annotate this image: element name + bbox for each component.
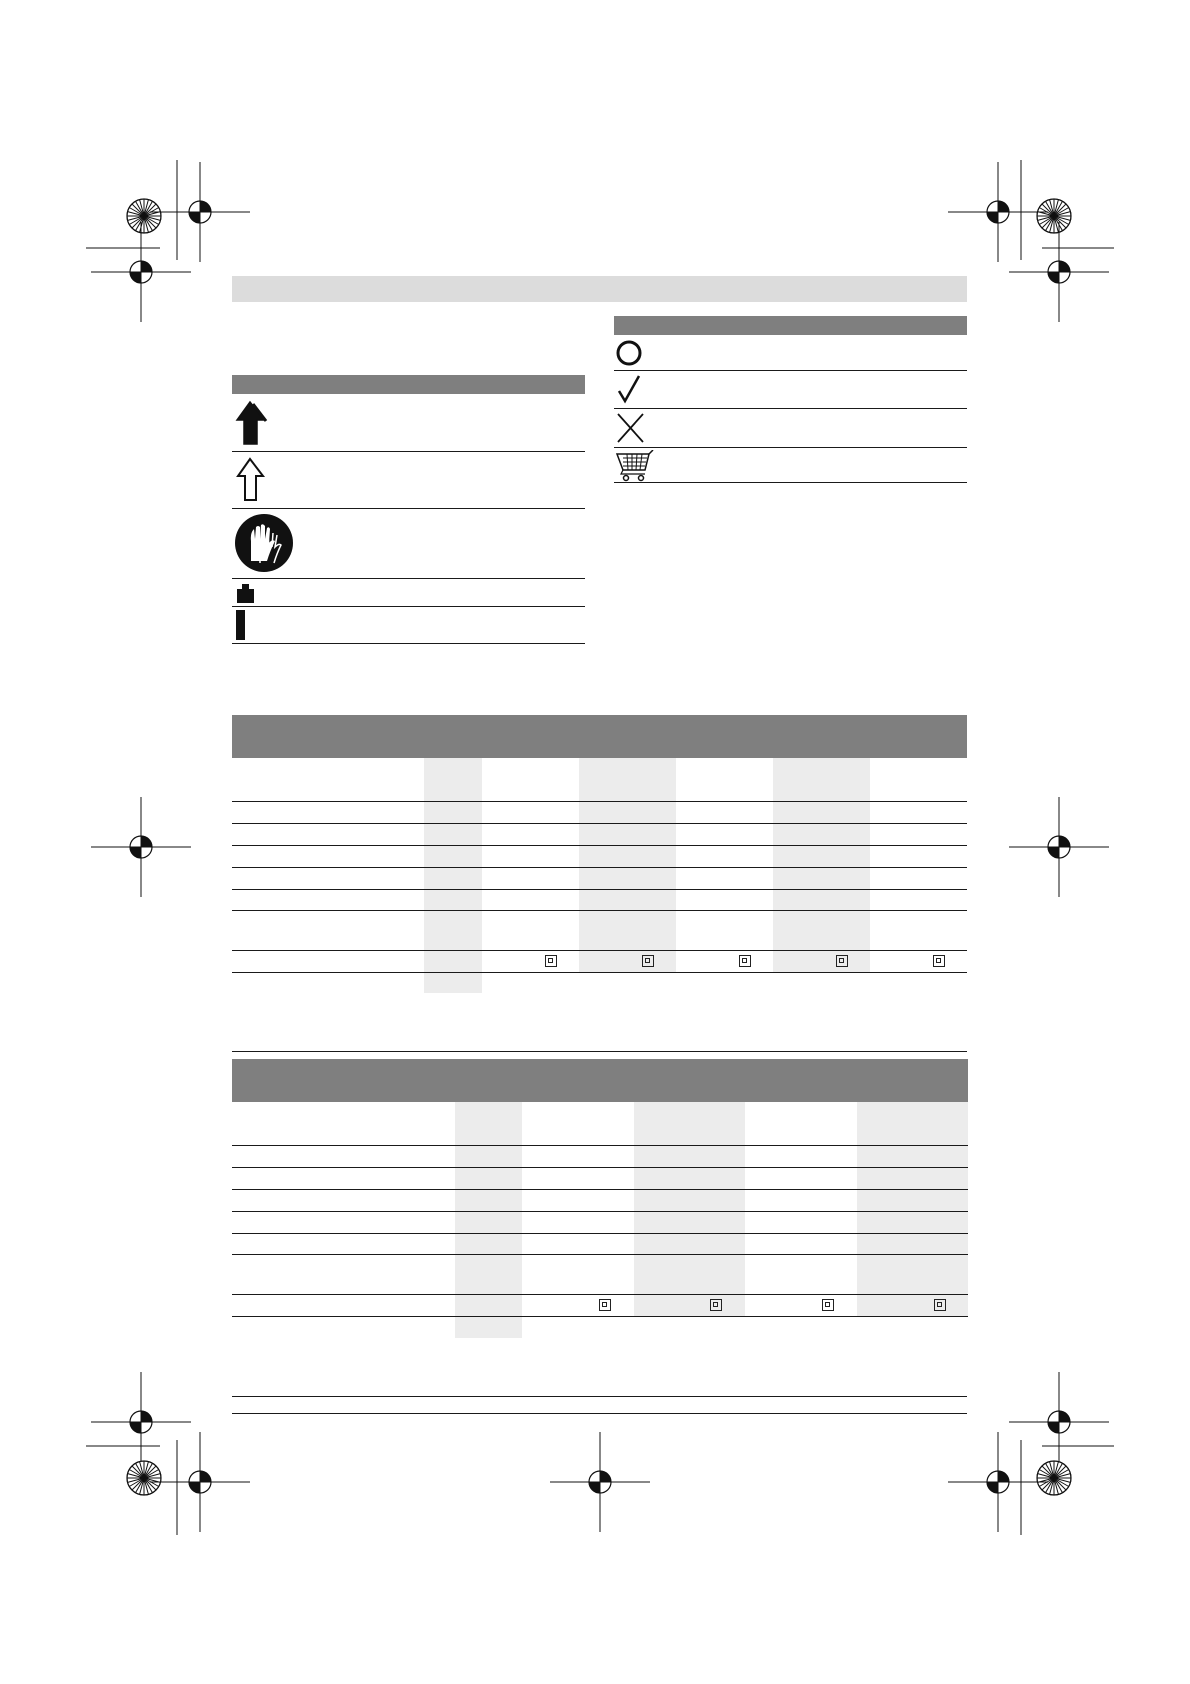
outline-up-arrow-icon bbox=[234, 456, 268, 504]
row-divider bbox=[614, 370, 967, 371]
left-symbol-table-header bbox=[232, 375, 585, 394]
length-bar-icon bbox=[234, 609, 250, 641]
row-divider bbox=[232, 845, 967, 846]
tech-table-1-header bbox=[232, 715, 967, 758]
column-shade bbox=[424, 758, 482, 993]
double-insulation-icon bbox=[934, 1299, 946, 1311]
row-divider bbox=[232, 1145, 968, 1146]
double-insulation-icon bbox=[822, 1299, 834, 1311]
section-rule bbox=[232, 1051, 967, 1052]
row-divider bbox=[232, 578, 585, 579]
column-shade bbox=[455, 1102, 522, 1338]
double-insulation-icon bbox=[642, 955, 654, 967]
double-insulation-icon bbox=[710, 1299, 722, 1311]
double-insulation-icon bbox=[836, 955, 848, 967]
column-shade bbox=[579, 758, 676, 972]
row-divider bbox=[232, 801, 967, 802]
row-divider bbox=[232, 950, 967, 951]
table-bottom-rule bbox=[614, 482, 967, 483]
shopping-cart-icon bbox=[615, 450, 655, 482]
table-bottom-rule bbox=[232, 643, 585, 644]
tech-table-2-header bbox=[232, 1059, 968, 1102]
row-divider bbox=[232, 910, 967, 911]
row-divider bbox=[232, 1211, 968, 1212]
row-divider bbox=[232, 451, 585, 452]
protective-gloves-icon bbox=[234, 513, 294, 573]
row-divider bbox=[232, 1189, 968, 1190]
row-divider bbox=[232, 1294, 968, 1295]
row-divider bbox=[232, 1316, 968, 1317]
weight-icon bbox=[235, 582, 257, 604]
row-divider bbox=[232, 823, 967, 824]
row-divider bbox=[232, 867, 967, 868]
row-divider bbox=[232, 606, 585, 607]
cross-icon bbox=[615, 411, 647, 445]
row-divider bbox=[232, 508, 585, 509]
double-insulation-icon bbox=[599, 1299, 611, 1311]
section-rule bbox=[232, 1396, 967, 1397]
row-divider bbox=[232, 1233, 968, 1234]
double-insulation-icon bbox=[933, 955, 945, 967]
right-symbol-table-header bbox=[614, 316, 967, 335]
column-shade bbox=[773, 758, 870, 972]
double-insulation-icon bbox=[739, 955, 751, 967]
section-rule bbox=[232, 1413, 967, 1414]
checkmark-icon bbox=[615, 373, 645, 405]
row-divider bbox=[614, 408, 967, 409]
column-shade bbox=[857, 1102, 968, 1316]
row-divider bbox=[614, 447, 967, 448]
row-divider bbox=[232, 1254, 968, 1255]
row-divider bbox=[232, 972, 967, 973]
page-header-band bbox=[232, 276, 967, 302]
filled-up-arrow-icon bbox=[234, 400, 268, 448]
row-divider bbox=[232, 1167, 968, 1168]
circle-icon bbox=[615, 338, 645, 368]
row-divider bbox=[232, 889, 967, 890]
column-shade bbox=[634, 1102, 745, 1316]
double-insulation-icon bbox=[545, 955, 557, 967]
